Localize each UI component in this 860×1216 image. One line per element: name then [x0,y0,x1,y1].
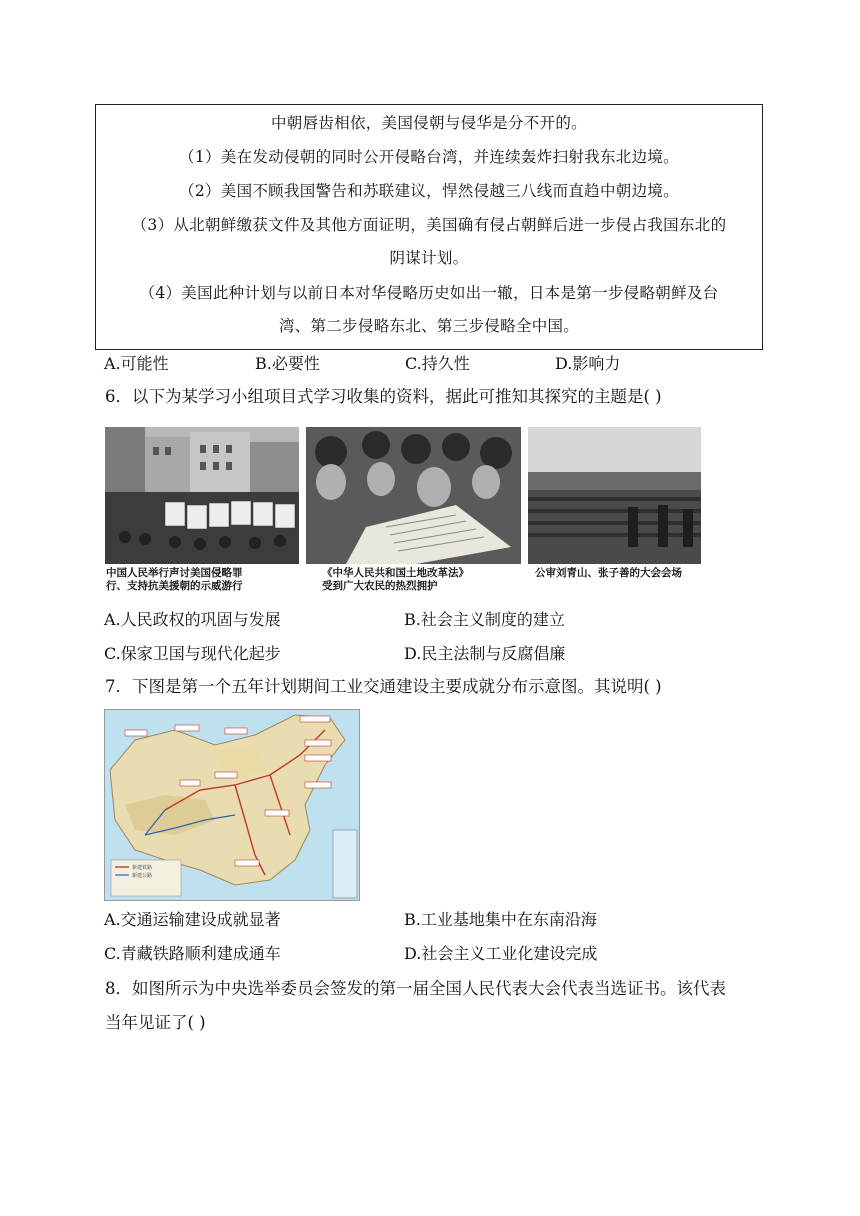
legend-road-label: 新建公路 [132,873,153,879]
demonstration-photo [105,427,299,564]
q5-option-d[interactable]: D.影响力 [555,354,621,373]
q7-stem: 7．下图是第一个五年计划期间工业交通建设主要成就分布示意图。其说明( ) [105,677,662,696]
quote-line: （3）从北朝鲜缴获文件及其他方面证明，美国确有侵占朝鲜后进一步侵占我国东北的 [131,216,727,234]
trial-rally-photo [528,427,701,564]
quote-line: 中朝唇齿相依，美国侵朝与侵华是分不开的。 [270,114,587,132]
q6-stem: 6．以下为某学习小组项目式学习收集的资料，据此可推知其探究的主题是( ) [105,387,662,406]
photo-caption: 公审刘青山、张子善的大会会场 [535,567,682,579]
q8-stem-line1: 8．如图所示为中央选举委员会签发的第一届全国人民代表大会代表当选证书。该代表 [105,979,726,998]
china-industrial-map [104,709,360,901]
q6-option-d[interactable]: D.民主法制与反腐倡廉 [404,644,566,663]
quote-box [95,104,763,350]
q6-option-c[interactable]: C.保家卫国与现代化起步 [104,644,281,663]
quote-line: （4）美国此种计划与以前日本对华侵略历史如出一辙，日本是第一步侵略朝鲜及台 [139,284,719,302]
q5-option-c[interactable]: C.持久性 [405,354,470,373]
legend-rail-label: 新建铁路 [132,865,153,871]
quote-line: 湾、第二步侵略东北、第三步侵略全中国。 [278,317,580,335]
quote-line: 阴谋计划。 [389,249,469,267]
q7-option-a[interactable]: A.交通运输建设成就显著 [104,910,281,929]
quote-line: （1）美在发动侵朝的同时公开侵略台湾，并连续轰炸扫射我东北边境。 [179,148,679,166]
q7-option-b[interactable]: B.工业基地集中在东南沿海 [404,910,597,929]
q7-option-d[interactable]: D.社会主义工业化建设完成 [404,944,598,963]
photo-caption: 《中华人民共和国土地改革法》 受到广大农民的热烈拥护 [322,567,469,592]
q5-option-b[interactable]: B.必要性 [255,354,320,373]
q6-option-b[interactable]: B.社会主义制度的建立 [404,610,565,629]
quote-line: （2）美国不顾我国警告和苏联建议，悍然侵越三八线而直趋中朝边境。 [179,182,679,200]
q6-option-a[interactable]: A.人民政权的巩固与发展 [104,610,281,629]
q7-option-c[interactable]: C.青藏铁路顺利建成通车 [104,944,281,963]
land-reform-photo [306,427,521,564]
q5-option-a[interactable]: A.可能性 [104,354,169,373]
q8-stem-line2: 当年见证了( ) [105,1013,206,1032]
photo-caption: 中国人民举行声讨美国侵略罪 行、支持抗美援朝的示威游行 [106,567,243,592]
